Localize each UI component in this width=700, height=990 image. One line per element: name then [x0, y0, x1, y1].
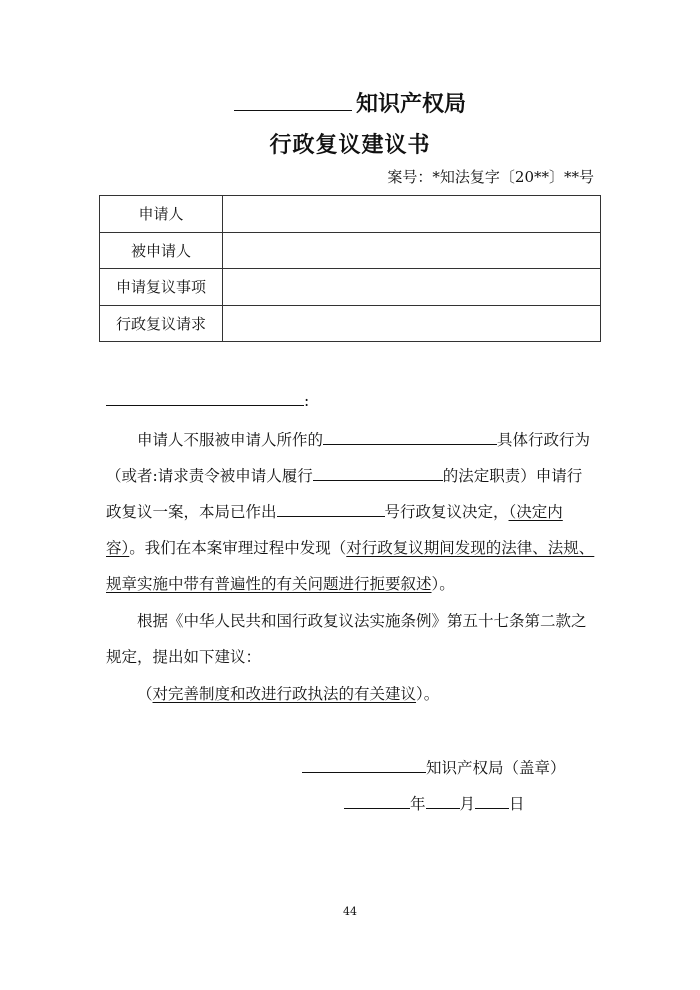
- row-label-matter: 申请复议事项: [100, 269, 223, 306]
- row-value-matter: [223, 269, 601, 306]
- year-blank: [344, 790, 410, 809]
- row-label-request: 行政复议请求: [100, 305, 223, 342]
- issue-summary-placeholder: 对行政复议期间发现的法律、法规、规章实施中带有普遍性的有关问题进行扼要叙述: [106, 539, 595, 593]
- signature-blank: [302, 754, 426, 773]
- row-value-applicant: [223, 196, 601, 233]
- month-label: 月: [459, 795, 476, 813]
- act-blank: [323, 426, 497, 445]
- row-label-respondent: 被申请人: [100, 232, 223, 269]
- body-text: 具体行政行为（或者:请求责令被申请人履行: [106, 431, 591, 485]
- body-paragraph-2: 根据《中华人民共和国行政复议法实施条例》第五十七条第二款之规定，提出如下建议：: [106, 612, 587, 666]
- decision-content-placeholder: （决定内容）: [106, 503, 563, 557]
- addressee-line: [106, 383, 596, 419]
- page-number: 44: [343, 905, 357, 918]
- body-text: （: [137, 685, 153, 703]
- body-text: ）。: [416, 685, 440, 703]
- addressee-colon: :: [304, 392, 310, 410]
- row-value-request: [223, 305, 601, 342]
- document-title-line1: [0, 86, 700, 118]
- duty-blank: [313, 462, 443, 481]
- body-paragraph-3: [106, 676, 596, 712]
- body-text: ）。: [431, 575, 455, 593]
- case-number: 案号：*知法复字〔20**〕**号: [387, 168, 594, 186]
- body-text: 的法定职责）申请行政复议一案，本局已作出: [106, 467, 583, 521]
- day-label: 日: [509, 795, 525, 813]
- body-paragraph-1: [106, 422, 596, 602]
- addressee-blank: [106, 385, 304, 406]
- table-row: [100, 269, 601, 306]
- signature-line: [302, 754, 566, 778]
- table-row: [100, 305, 601, 342]
- suggestion-placeholder: 对完善制度和改进行政执法的有关建议: [152, 685, 417, 703]
- office-name-blank: [234, 86, 352, 111]
- table-row: [100, 232, 601, 269]
- table-row: [100, 196, 601, 233]
- year-label: 年: [410, 795, 426, 813]
- body-text: 号行政复议决定，: [384, 503, 509, 521]
- office-name-suffix: 知识产权局: [355, 92, 466, 117]
- row-label-applicant: 申请人: [100, 196, 223, 233]
- body-text: 。我们在本案审理过程中发现（: [129, 539, 347, 557]
- row-value-respondent: [223, 232, 601, 269]
- decision-number-blank: [277, 498, 385, 517]
- body-text: 申请人不服被申请人所作的: [137, 431, 324, 449]
- month-blank: [426, 790, 460, 809]
- day-blank: [475, 790, 509, 809]
- signature-text: 知识产权局（盖章）: [426, 759, 566, 777]
- document-title: 行政复议建议书: [269, 133, 431, 158]
- date-line: [344, 790, 525, 814]
- info-table: [99, 195, 601, 342]
